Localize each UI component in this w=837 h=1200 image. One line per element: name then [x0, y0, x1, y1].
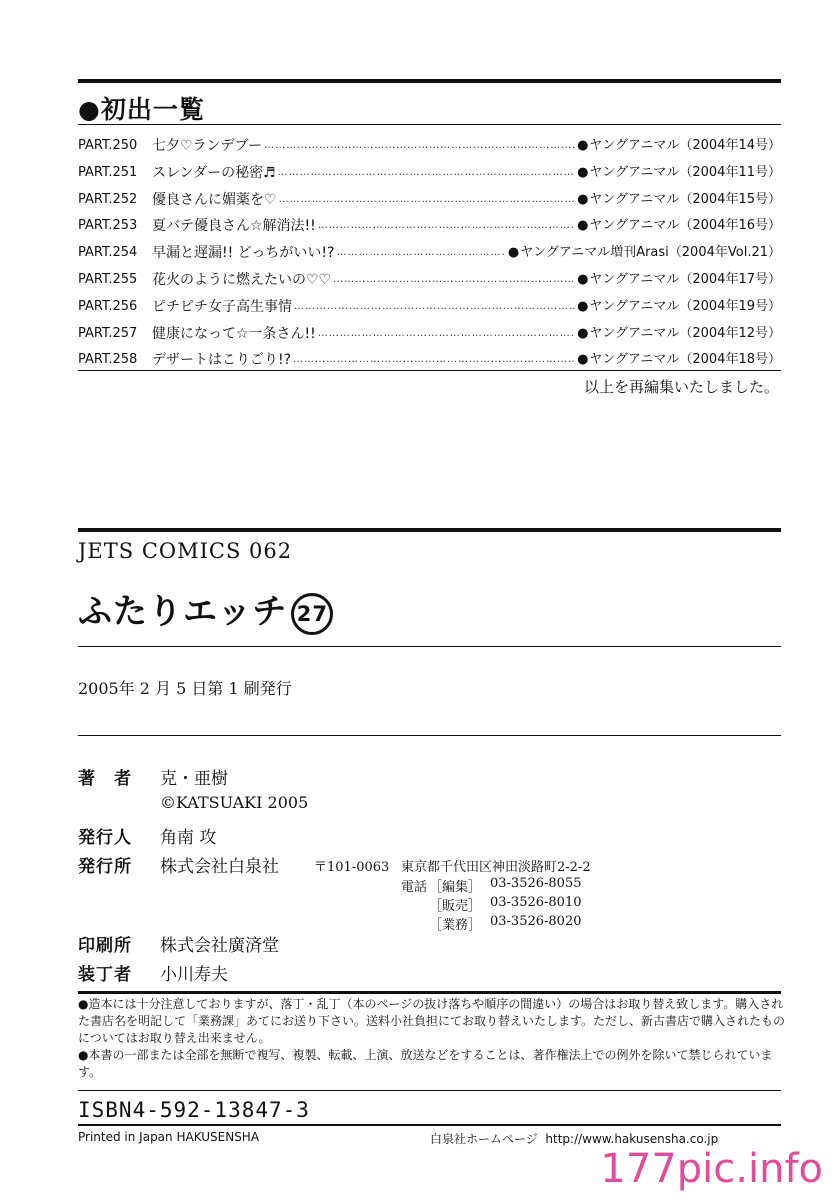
- list-item: [78, 241, 781, 265]
- series-label: JETS COMICS 062: [78, 539, 293, 563]
- magazine-source: ● ヤングアニマル（2004年14号）: [577, 134, 781, 158]
- leader-dots: [264, 134, 575, 158]
- colophon-top-rule: [78, 528, 781, 532]
- closing-note: 以上を再編集いたしました。: [583, 378, 779, 396]
- phone-number: 03-3526-8055: [490, 876, 582, 891]
- part-number: PART.254: [78, 245, 138, 260]
- chapter-title: 花火のように燃えたいの♡♡: [152, 272, 332, 288]
- notice-copyright: ●本書の一部または全部を無断で複写、複製、転載、上演、放送などをすることは、著作権法上での例外を除いて禁じられています。: [78, 1048, 773, 1079]
- homepage-link[interactable]: http://www.hakusensha.co.jp: [545, 1132, 719, 1146]
- part-number: PART.257: [78, 326, 138, 341]
- leader-dots: [278, 161, 575, 185]
- list-item: [78, 214, 781, 238]
- list-item: [78, 295, 781, 319]
- chapter-title: ピチピチ女子高生事情: [152, 299, 292, 315]
- magazine-source: ● ヤングアニマル（2004年16号）: [577, 214, 781, 238]
- publication-date: 2005年 2 月 5 日第 1 刷発行: [78, 679, 292, 698]
- phone-dept: ［販売］: [429, 899, 482, 914]
- homepage: [430, 1130, 718, 1147]
- phone-number: 03-3526-8020: [490, 914, 582, 929]
- leader-dots: [318, 214, 575, 238]
- chapter-title: 健康になって☆一条さん!!: [152, 326, 316, 342]
- magazine-source: ● ヤングアニマル（2004年15号）: [577, 188, 781, 212]
- isbn-bottom-rule: [78, 1124, 781, 1126]
- notes-bottom-rule: [78, 1090, 781, 1091]
- publisher-person-label: 発行人: [78, 828, 132, 848]
- list-item: [78, 268, 781, 292]
- homepage-label: 白泉社ホームページ: [430, 1132, 538, 1146]
- list-item: [78, 348, 781, 372]
- author-label: 著 者: [78, 769, 132, 789]
- chapter-title: 優良さんに媚薬を♡: [152, 192, 277, 208]
- leader-dots: [294, 295, 575, 319]
- leader-dots: [318, 322, 575, 346]
- chapter-title: 早漏と遅漏!! どっちがいい!?: [152, 245, 335, 261]
- book-title-text: ふたりエッチ: [78, 592, 288, 632]
- watermark: 177pic.info: [600, 1146, 823, 1192]
- magazine-source: ● ヤングアニマル（2004年12号）: [577, 322, 781, 346]
- list-bottom-rule: [78, 370, 781, 371]
- copyright-line: ©KATSUAKI 2005: [160, 793, 309, 812]
- phone-dept: ［編集］: [429, 880, 482, 895]
- chapter-title: 夏バテ優良さん☆解消法!!: [152, 218, 316, 234]
- heading-underline: [78, 124, 781, 125]
- magazine-source: ● ヤングアニマル（2004年18号）: [577, 348, 781, 372]
- chapter-title: スレンダーの秘密♬: [152, 165, 276, 181]
- part-number: PART.255: [78, 272, 138, 287]
- designer-name: 小川寿夫: [160, 965, 228, 985]
- isbn: ISBN4-592-13847-3: [78, 1098, 310, 1122]
- postal-code: 〒101-0063: [314, 860, 390, 875]
- printer-name: 株式会社廣済堂: [160, 936, 279, 956]
- phone-prefix: 電話: [401, 880, 428, 895]
- leader-dots: [293, 348, 575, 372]
- publisher-person: 角南 攻: [160, 828, 217, 848]
- magazine-source: ● ヤングアニマル（2004年11号）: [577, 161, 781, 185]
- top-rule: [78, 79, 781, 83]
- part-number: PART.250: [78, 138, 138, 153]
- publisher-name: 株式会社白泉社: [160, 857, 279, 877]
- first-appearance-heading: ●初出一覧: [78, 95, 205, 124]
- printed-in: Printed in Japan HAKUSENSHA: [78, 1130, 260, 1144]
- book-title: [78, 584, 333, 635]
- date-underline: [78, 735, 781, 736]
- part-number: PART.251: [78, 165, 138, 180]
- part-number: PART.258: [78, 352, 138, 367]
- publisher-address: 東京都千代田区神田淡路町2-2-2: [401, 860, 591, 875]
- part-number: PART.256: [78, 299, 138, 314]
- list-item: [78, 188, 781, 212]
- phone-dept: ［業務］: [429, 918, 482, 933]
- chapter-title: デザートはこりごり!?: [152, 352, 292, 368]
- list-item: [78, 161, 781, 185]
- notes-top-rule: [78, 991, 781, 994]
- phone-number: 03-3526-8010: [490, 895, 582, 910]
- magazine-source: ● ヤングアニマル増刊Arasi（2004年Vol.21）: [508, 241, 781, 265]
- leader-dots: [333, 268, 575, 292]
- list-item: [78, 134, 781, 158]
- volume-number: 27: [291, 593, 333, 635]
- magazine-source: ● ヤングアニマル（2004年19号）: [577, 295, 781, 319]
- publisher-label: 発行所: [78, 857, 132, 877]
- author-name: 克・亜樹: [160, 769, 228, 789]
- notice-block: [78, 996, 788, 1081]
- magazine-source: ● ヤングアニマル（2004年17号）: [577, 268, 781, 292]
- part-number: PART.252: [78, 192, 138, 207]
- printer-label: 印刷所: [78, 936, 132, 956]
- chapter-title: 七夕♡ランデブー: [152, 138, 263, 154]
- leader-dots: [279, 188, 576, 212]
- part-number: PART.253: [78, 218, 138, 233]
- notice-replacement: ●造本には十分注意しておりますが、落丁・乱丁（本のページの抜け落ちや順序の間違い）の場合はお取り替え致します。購入された書店名を明記して「業務課」あてにお送り下さい。送料小社負担にてお取り替えいたします。ただし、新古書店で購入されたものについてはお取り替え出来ません。: [78, 997, 786, 1045]
- designer-label: 装丁者: [78, 965, 132, 985]
- title-underline: [78, 646, 781, 647]
- list-item: [78, 322, 781, 346]
- leader-dots: [336, 241, 505, 265]
